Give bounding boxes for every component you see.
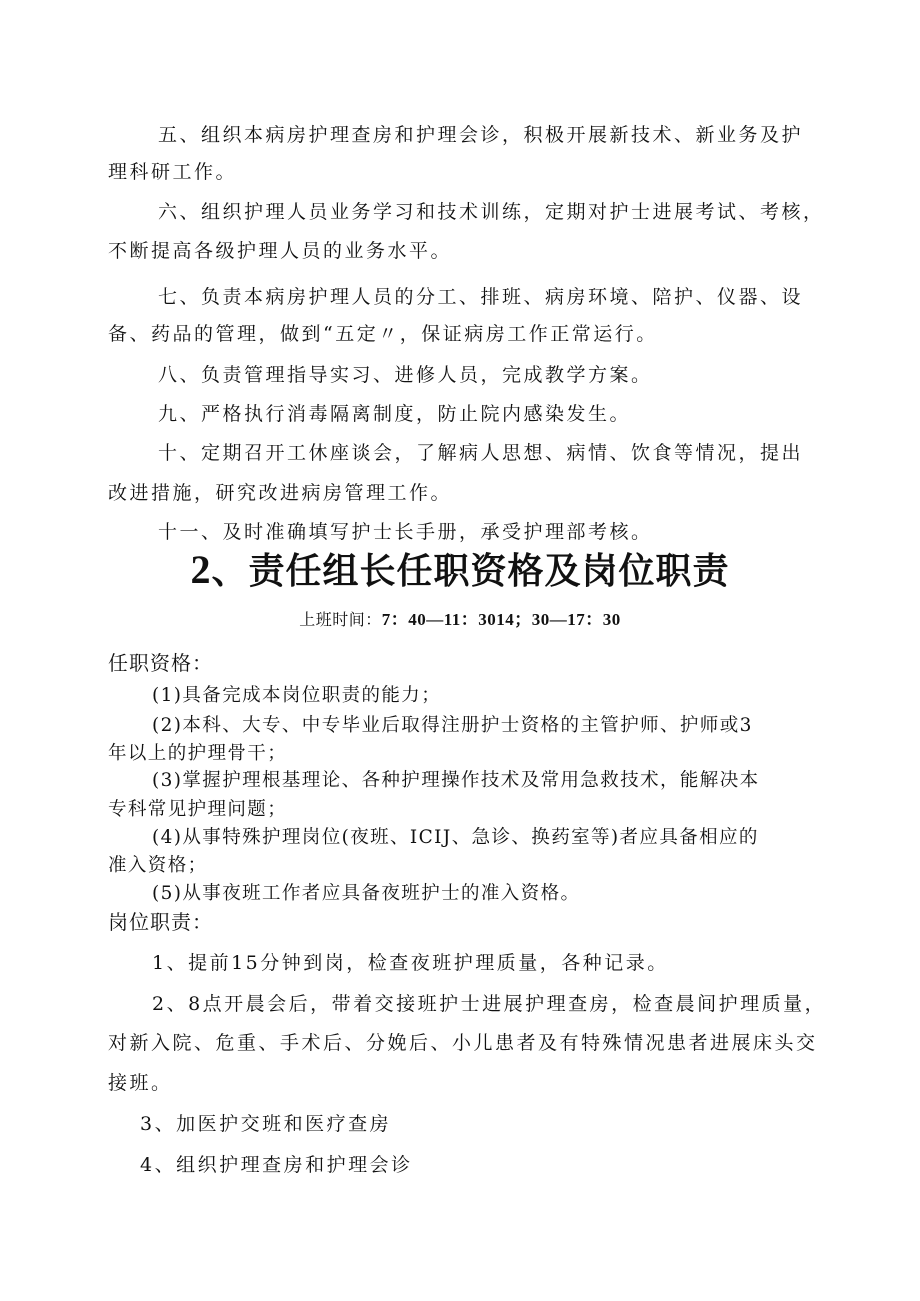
duties-label: 岗位职责： [108,910,213,934]
duty-item-5-line-1: 五、组织本病房护理查房和护理会诊，积极开展新技术、新业务及护 [158,124,804,146]
qualification-item-3-line-1: (3)掌握护理根基理论、各种护理操作技术及常用急救技术，能解决本 [152,770,760,791]
qualification-item-2-line-2: 年以上的护理骨干； [108,743,288,764]
duty-item-7-line-2: 备、药品的管理，做到“五定〃，保证病房工作正常运行。 [108,323,658,345]
qualification-item-4-line-1: (4)从事特殊护理岗位(夜班、ICIJ、急诊、换药室等)者应具备相应的 [152,827,759,848]
qualification-item-3-line-2: 专科常见护理问题； [108,799,288,820]
duty-4: 4、组织护理查房和护理会诊 [140,1154,413,1176]
duty-item-10-line-2: 改进措施，研究改进病房管理工作。 [108,482,453,504]
section-heading [0,548,920,593]
qualifications-label: 任职资格： [108,651,213,675]
work-hours-value: 7：40—11：3014；30—17：30 [381,610,621,629]
section-heading-text: 、责任组长任职资格及岗位职责 [211,550,730,592]
qualification-item-4-line-2: 准入资格； [108,855,208,876]
qualification-item-5: (5)从事夜班工作者应具备夜班护士的准入资格。 [152,883,581,904]
duty-item-9: 九、严格执行消毒隔离制度，防止院内感染发生。 [158,403,632,425]
duty-2-line-2: 对新入院、危重、手术后、分娩后、小儿患者及有特殊情况患者进展床头交 [108,1032,818,1054]
work-hours-label: 上班时间： [299,610,382,629]
duty-1: 1、提前15分钟到岗，检查夜班护理质量，各种记录。 [152,952,669,974]
duty-item-8: 八、负责管理指导实习、进修人员，完成教学方案。 [158,364,653,386]
duty-item-6-line-1: 六、组织护理人员业务学习和技术训练，定期对护士进展考试、考核， [158,201,825,223]
duty-2-line-1: 2、8点开晨会后，带着交接班护士进展护理查房，检查晨间护理质量， [152,993,827,1015]
duty-3: 3、加医护交班和医疗查房 [140,1113,392,1135]
qualification-item-2-line-1: (2)本科、大专、中专毕业后取得注册护士资格的主管护师、护师或3 [152,715,753,736]
duty-item-7-line-1: 七、负责本病房护理人员的分工、排班、病房环境、陪护、仪器、设 [158,286,804,308]
duty-item-10-line-1: 十、定期召开工休座谈会，了解病人思想、病情、饮食等情况，提出 [158,442,804,464]
section-heading-number: 2 [190,547,212,592]
duty-2-line-3: 接班。 [108,1072,173,1094]
duty-item-6-line-2: 不断提高各级护理人员的业务水平。 [108,240,453,262]
qualification-item-1: (1)具备完成本岗位职责的能力； [152,685,442,706]
duty-item-11: 十一、及时准确填写护士长手册，承受护理部考核。 [158,521,653,543]
duty-item-5-line-2: 理科研工作。 [108,161,238,183]
work-hours [0,609,920,631]
